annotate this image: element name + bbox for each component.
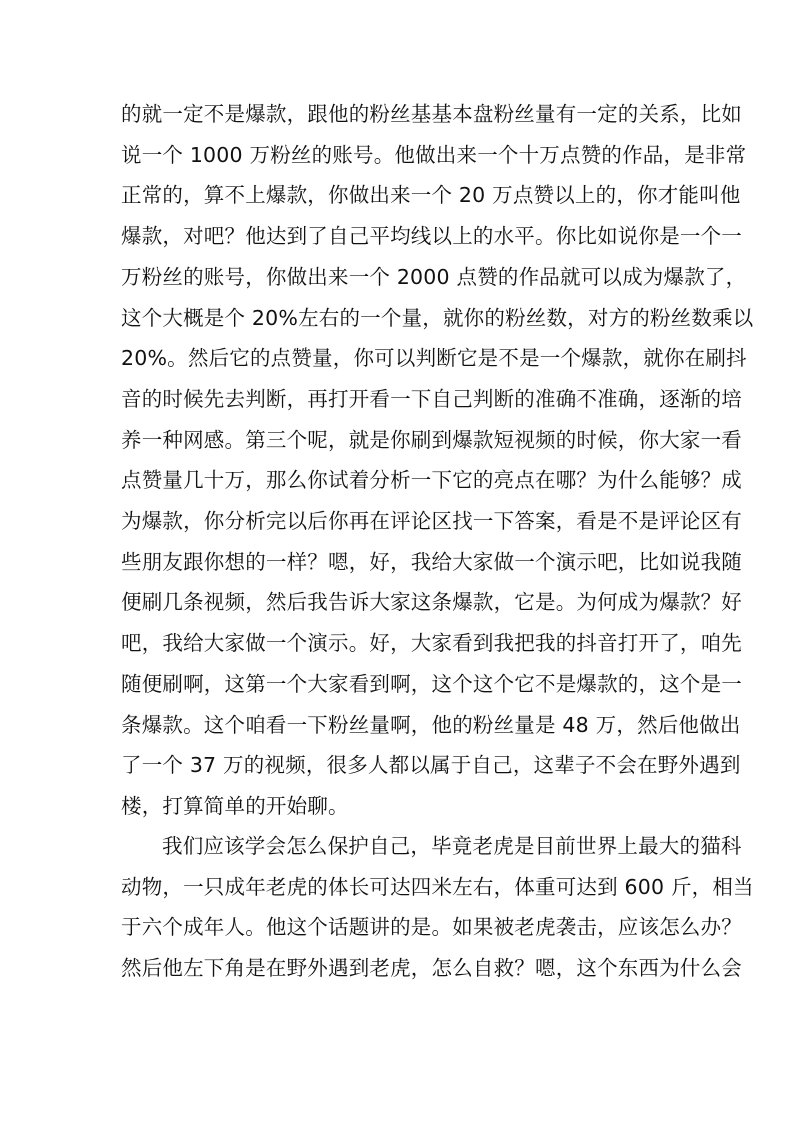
paragraph-line: 的就一定不是爆款，跟他的粉丝基基本盘粉丝量有一定的关系，比如 [121,102,742,126]
paragraph-line: 万粉丝的账号，你做出来一个 2000 点赞的作品就可以成为爆款了， [121,264,747,289]
paragraph-line: 爆款，对吧？他达到了自己平均线以上的水平。你比如说你是一个一 [121,224,742,249]
paragraph-line: 吧，我给大家做一个演示。好，大家看到我把我的抖音打开了，咱先 [121,631,742,656]
paragraph-line: 为爆款，你分析完以后你再在评论区找一下答案，看是不是评论区有 [121,509,742,534]
paragraph-line: 然后他左下角是在野外遇到老虎，怎么自救？嗯，这个东西为什么会 [121,956,742,981]
paragraph-line: 说一个 1000 万粉丝的账号。他做出来一个十万点赞的作品，是非常 [121,142,747,167]
paragraph-line: 我们应该学会怎么保护自己，毕竟老虎是目前世界上最大的猫科 [162,834,742,858]
paragraph-line: 随便刷啊，这第一个大家看到啊，这个这个它不是爆款的，这个是一 [121,671,742,696]
paragraph-line: 了一个 37 万的视频，很多人都以属于自己，这辈子不会在野外遇到 [121,753,741,778]
paragraph-line: 条爆款。这个咱看一下粉丝量啊，他的粉丝量是 48 万，然后他做出 [121,712,741,737]
paragraph-line: 便刷几条视频，然后我告诉大家这条爆款，它是。为何成为爆款？好 [121,590,742,615]
paragraph-line: 动物，一只成年老虎的体长可达四米左右，体重可达到 600 斤，相当 [121,874,754,899]
paragraph-line: 点赞量几十万，那么你试着分析一下它的亮点在哪？为什么能够？成 [121,468,742,493]
paragraph-line: 于六个成年人。他这个话题讲的是。如果被老虎袭击，应该怎么办？ [121,915,742,940]
paragraph-line: 这个大概是个 20%左右的一个量，就你的粉丝数，对方的粉丝数乘以 [121,305,754,330]
paragraph-line: 楼，打算简单的开始聊。 [121,793,349,818]
paragraph-line: 正常的，算不上爆款，你做出来一个 20 万点赞以上的，你才能叫他 [121,183,741,208]
paragraph-2 [121,826,754,989]
paragraph-line: 20%。然后它的点赞量，你可以判断它是不是一个爆款，就你在刷抖 [121,346,747,371]
paragraph-line: 些朋友跟你想的一样？嗯，好，我给大家做一个演示吧，比如说我随 [121,549,742,574]
paragraph-1 [121,94,754,827]
paragraph-line: 养一种网感。第三个呢，就是你刷到爆款短视频的时候，你大家一看 [121,427,742,452]
paragraph-line: 音的时候先去判断，再打开看一下自己判断的准确不准确，逐渐的培 [121,386,742,411]
